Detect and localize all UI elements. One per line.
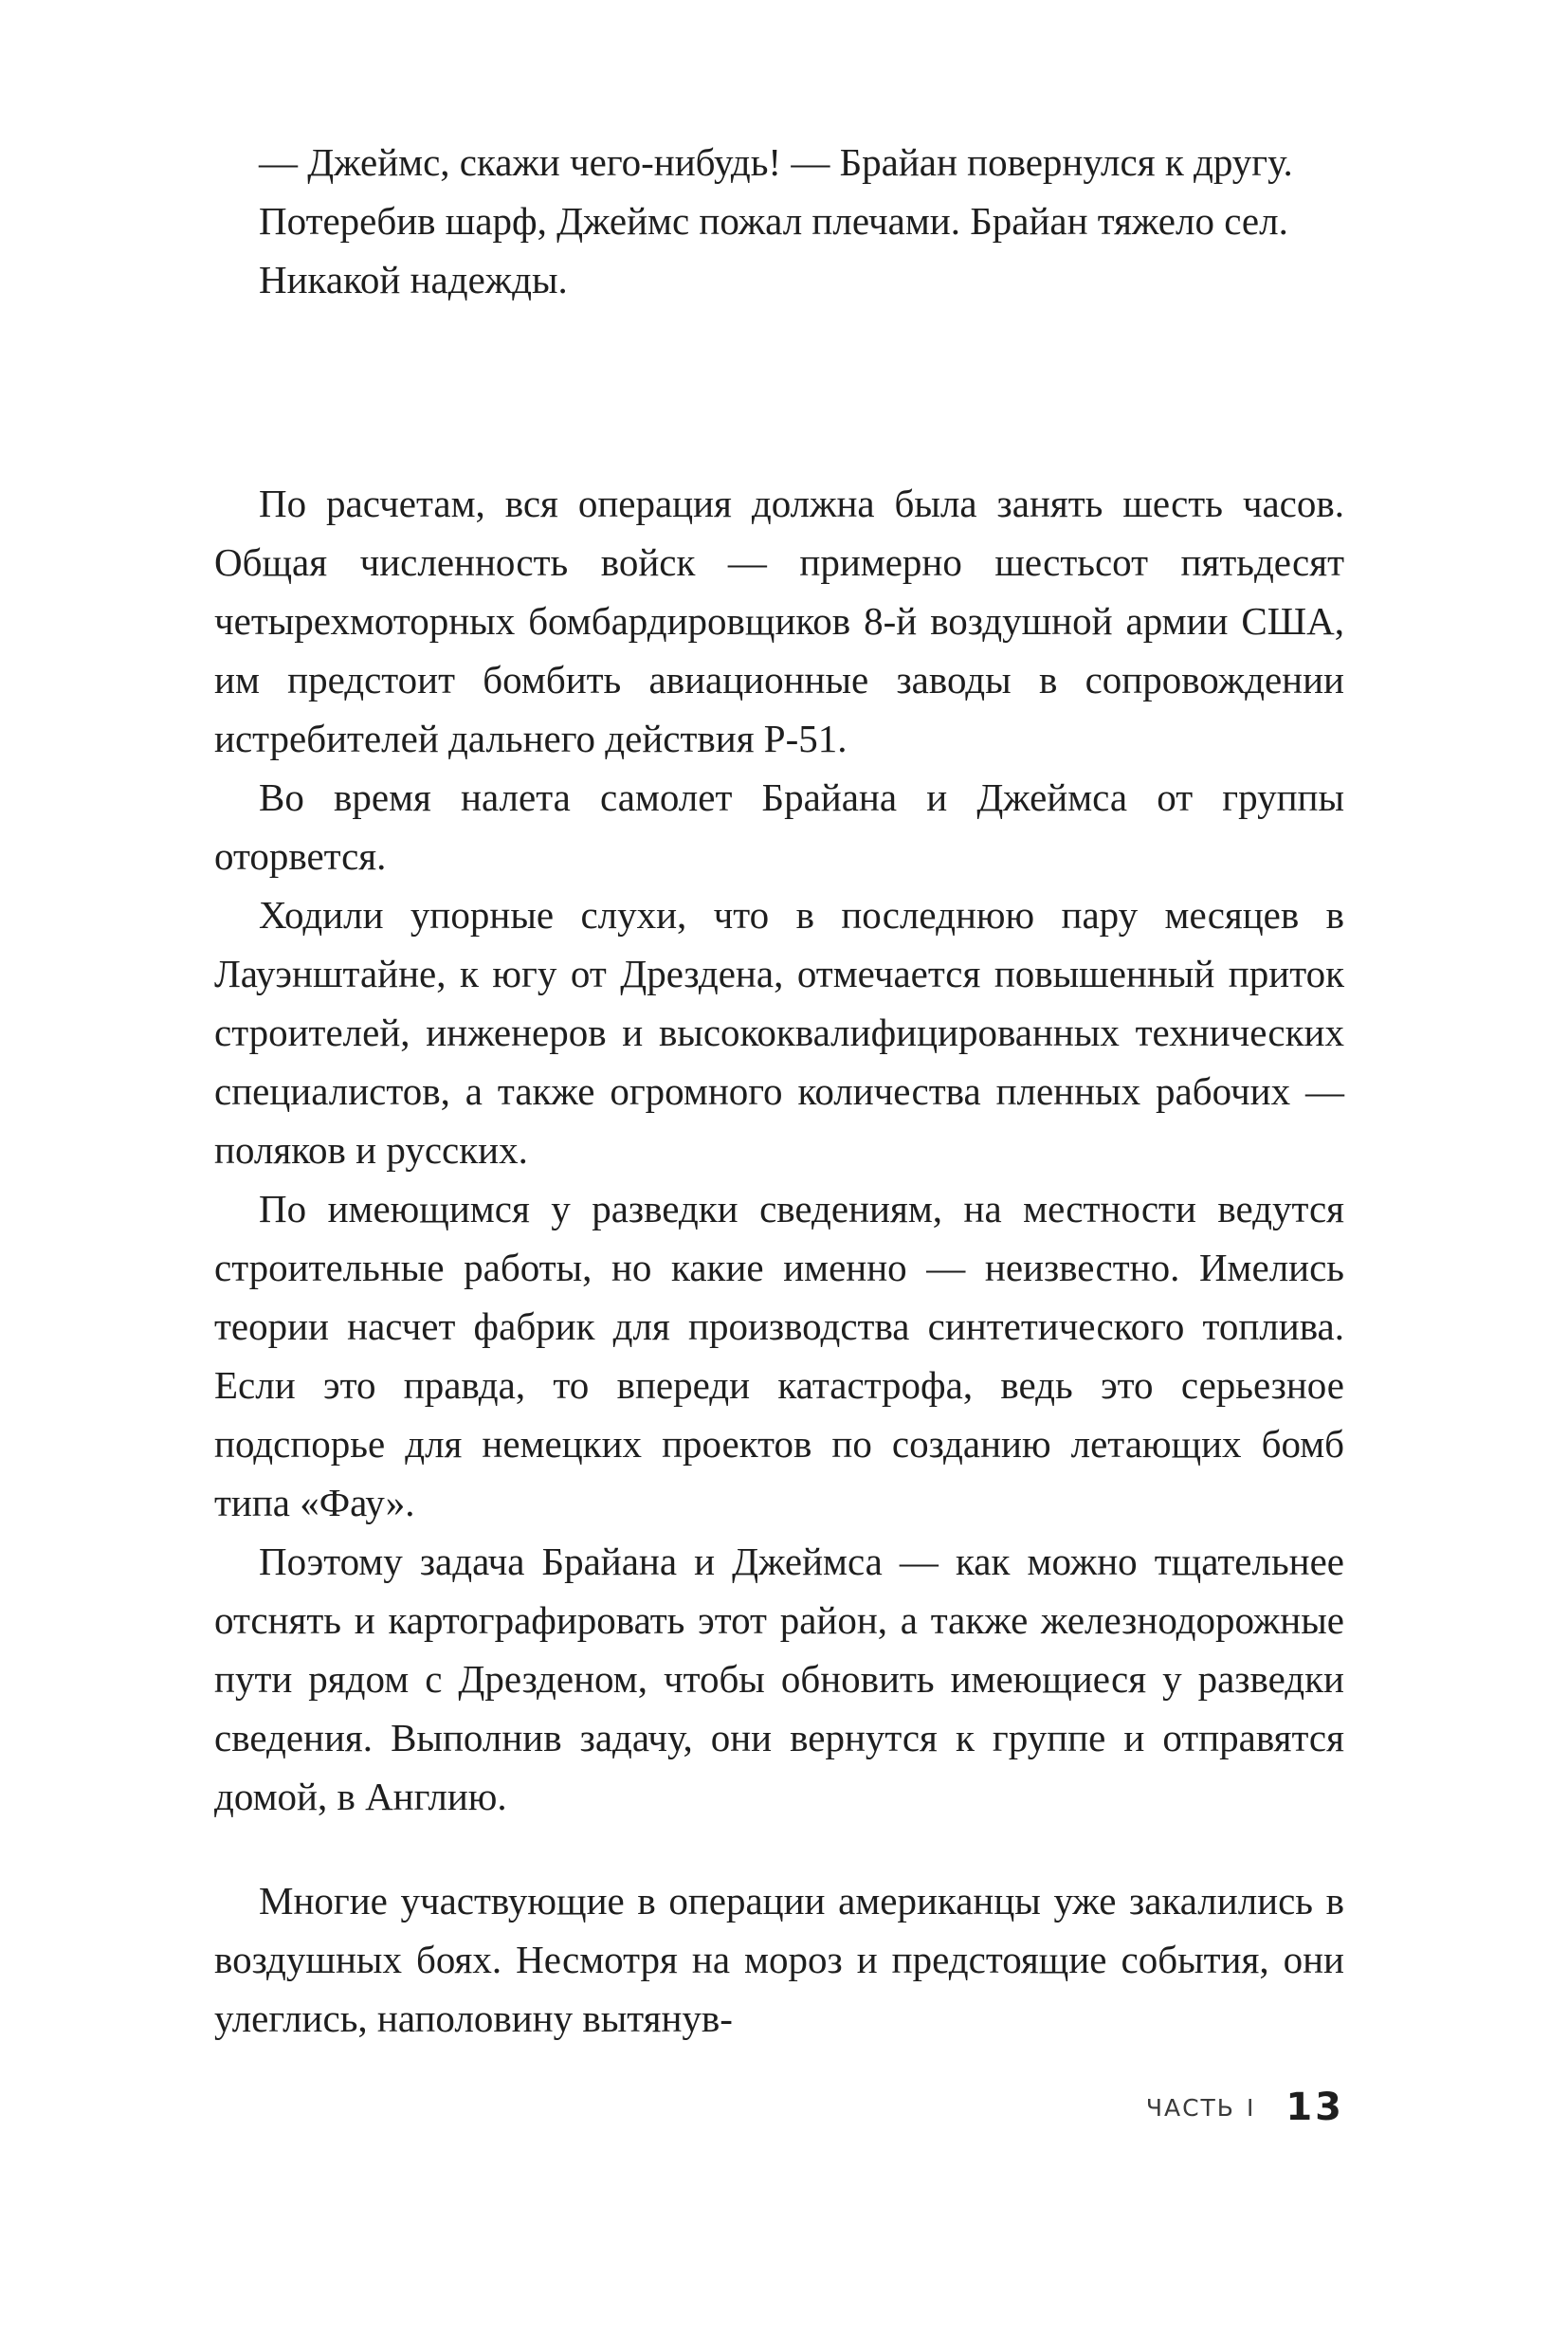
paragraph: Ходили упорные слухи, что в последнюю пару месяцев в Лауэнштайне, к югу от Дрездена, отмечается повышенный приток строителей, инженеров и высококвалифицированных технических специалистов, а также огромного количества пленных рабочих — поляков и русских. [214,893,1344,1172]
text-section [214,474,1344,1826]
paragraph: Потеребив шарф, Джеймс пожал плечами. Брайан тяжело сел. [259,199,1288,243]
running-head: ЧАСТЬ [1145,2093,1235,2122]
paragraph: Многие участвующие в операции американцы уже закалились в воздушных боях. Несмотря на мороз и предстоящие события, они улеглись, наполовину вытянув- [214,1879,1344,2040]
text-section [214,1871,1344,2048]
paragraph: Во время налета самолет Брайана и Джеймса от группы оторвется. [214,775,1344,878]
text-section [214,133,1344,309]
running-head-separator: I [1246,2093,1254,2122]
paragraph: Поэтому задача Брайана и Джеймса — как можно тщательнее отснять и картографировать этот район, а также железнодорожные пути рядом с Дрезденом, чтобы обновить имеющиеся у разведки сведения. Выполнив задачу, они вернутся к группе и отправятся домой, в Англию. [214,1540,1344,1818]
paragraph: — Джеймс, скажи чего-нибудь! — Брайан повернулся к другу. [259,140,1293,184]
page-footer [1146,2086,1344,2129]
paragraph: По расчетам, вся операция должна была занять шесть часов. Общая численность войск — примерно шестьсот пятьдесят четырехмоторных бомбардировщиков 8-й воздушной армии США, им предстоит бомбить авиационные заводы в сопровождении истребителей дальнего действия Р-51. [214,482,1344,760]
paragraph: По имеющимся у разведки сведениям, на местности ведутся строительные работы, но какие именно — неизвестно. Имелись теории насчет фабрик для производства синтетического топлива. Если это правда, то впереди катастрофа, ведь это серьезное подспорье для немецких проектов по созданию летающих бомб типа «Фау». [214,1187,1344,1524]
page-number: 13 [1285,2086,1344,2129]
paragraph: Никакой надежды. [259,258,568,301]
